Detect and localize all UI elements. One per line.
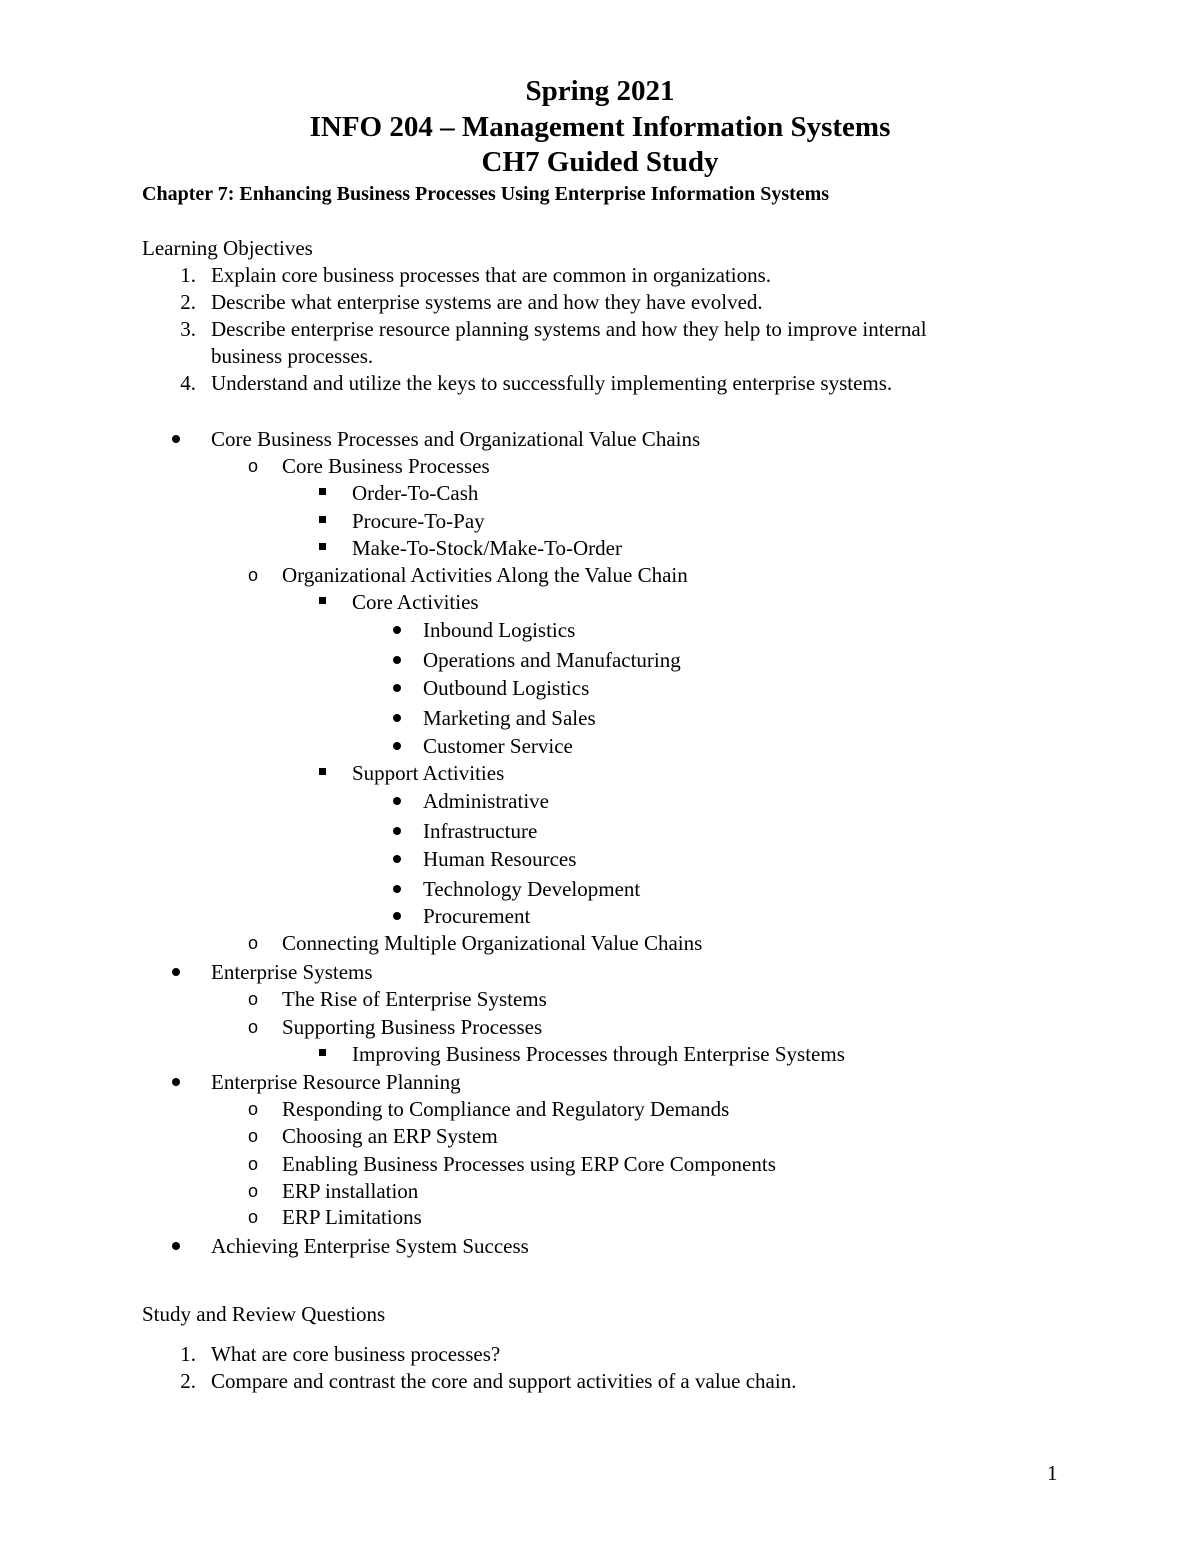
objectives-number: 2.	[180, 290, 196, 314]
objectives-item: business processes.	[211, 344, 374, 368]
questions-item: Compare and contrast the core and support activities of a value chain.	[211, 1369, 797, 1393]
outline-item: Enterprise Systems	[211, 960, 373, 984]
questions-number: 1.	[180, 1342, 196, 1366]
bullet-square-icon	[319, 516, 326, 523]
outline-item: Marketing and Sales	[423, 706, 596, 730]
questions-number: 2.	[180, 1369, 196, 1393]
outline-item: Outbound Logistics	[423, 676, 590, 700]
outline-item: Order-To-Cash	[352, 481, 479, 505]
bullet-circle-icon: o	[248, 989, 259, 1009]
bullet-square-icon	[319, 597, 326, 604]
objectives-item: Describe what enterprise systems are and how they have evolved.	[211, 290, 763, 314]
bullet-dot-icon	[172, 1242, 180, 1250]
bullet-circle-icon: o	[248, 1154, 259, 1174]
bullet-dot-icon	[393, 827, 401, 835]
outline-item: Core Business Processes	[282, 454, 490, 478]
bullet-dot-icon	[172, 968, 180, 976]
outline-item: Core Business Processes and Organizational Value Chains	[211, 427, 701, 451]
outline-item: Choosing an ERP System	[282, 1124, 498, 1148]
assignment-title: CH7 Guided Study	[481, 146, 719, 178]
outline-item: Enterprise Resource Planning	[211, 1070, 461, 1094]
objectives-number: 1.	[180, 263, 196, 287]
outline-item: Customer Service	[423, 734, 573, 758]
objectives-number: 4.	[180, 371, 196, 395]
bullet-circle-icon: o	[248, 1207, 259, 1227]
objectives-heading: Learning Objectives	[142, 236, 313, 260]
outline-item: Human Resources	[423, 847, 577, 871]
outline-item: Responding to Compliance and Regulatory Demands	[282, 1097, 730, 1121]
outline-item: Make-To-Stock/Make-To-Order	[352, 536, 622, 560]
outline-item: Infrastructure	[423, 819, 538, 843]
objectives-item: Explain core business processes that are common in organizations.	[211, 263, 772, 287]
outline-item: Achieving Enterprise System Success	[211, 1234, 529, 1258]
bullet-circle-icon: o	[248, 1017, 259, 1037]
questions-item: What are core business processes?	[211, 1342, 501, 1366]
objectives-item: Describe enterprise resource planning systems and how they help to improve internal	[211, 317, 927, 341]
bullet-square-icon	[319, 768, 326, 775]
bullet-dot-icon	[172, 1078, 180, 1086]
bullet-dot-icon	[393, 684, 401, 692]
outline-item: Operations and Manufacturing	[423, 648, 681, 672]
outline-item: Procurement	[423, 904, 531, 928]
bullet-dot-icon	[393, 656, 401, 664]
bullet-dot-icon	[393, 797, 401, 805]
page-number: 1	[1047, 1461, 1058, 1485]
course-title: INFO 204 – Management Information Systems	[309, 111, 891, 143]
outline-item: ERP installation	[282, 1179, 419, 1203]
term-title: Spring 2021	[525, 75, 675, 107]
bullet-square-icon	[319, 488, 326, 495]
bullet-square-icon	[319, 1049, 326, 1056]
outline-item: The Rise of Enterprise Systems	[282, 987, 547, 1011]
bullet-circle-icon: o	[248, 1181, 259, 1201]
bullet-circle-icon: o	[248, 1126, 259, 1146]
objectives-number: 3.	[180, 317, 196, 341]
outline-item: Core Activities	[352, 590, 479, 614]
bullet-dot-icon	[393, 714, 401, 722]
outline-item: Enabling Business Processes using ERP Core Components	[282, 1152, 776, 1176]
bullet-dot-icon	[393, 912, 401, 920]
chapter-title: Chapter 7: Enhancing Business Processes Using Enterprise Information Systems	[142, 183, 830, 205]
outline-item: Organizational Activities Along the Value Chain	[282, 563, 688, 587]
bullet-dot-icon	[393, 742, 401, 750]
bullet-dot-icon	[393, 885, 401, 893]
bullet-circle-icon: o	[248, 456, 259, 476]
outline-item: Connecting Multiple Organizational Value Chains	[282, 931, 703, 955]
outline-item: Inbound Logistics	[423, 618, 576, 642]
outline-item: Support Activities	[352, 761, 505, 785]
questions-heading: Study and Review Questions	[142, 1302, 386, 1326]
outline-item: ERP Limitations	[282, 1205, 422, 1229]
bullet-circle-icon: o	[248, 1099, 259, 1119]
bullet-circle-icon: o	[248, 933, 259, 953]
outline-item: Procure-To-Pay	[352, 509, 485, 533]
outline-item: Administrative	[423, 789, 549, 813]
bullet-square-icon	[319, 543, 326, 550]
bullet-dot-icon	[393, 626, 401, 634]
bullet-circle-icon: o	[248, 565, 259, 585]
outline-item: Technology Development	[423, 877, 641, 901]
outline-item: Supporting Business Processes	[282, 1015, 543, 1039]
bullet-dot-icon	[393, 855, 401, 863]
objectives-item: Understand and utilize the keys to successfully implementing enterprise systems.	[211, 371, 893, 395]
outline-item: Improving Business Processes through Enterprise Systems	[352, 1042, 845, 1066]
bullet-dot-icon	[172, 435, 180, 443]
